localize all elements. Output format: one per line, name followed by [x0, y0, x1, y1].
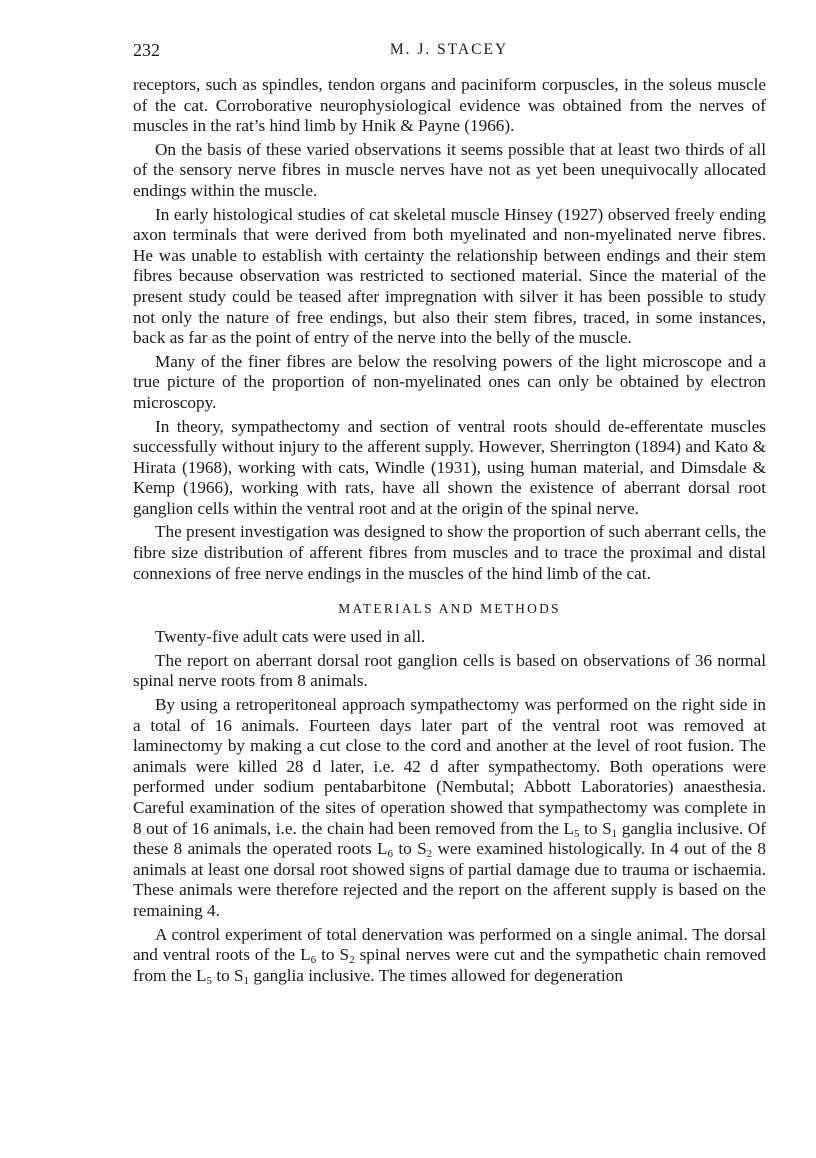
- page-header: [133, 40, 765, 66]
- paragraph: The present investigation was designed to show the proportion of such aberrant cells, the fibre size distribution of afferent fibres from muscles and to trace the proximal and distal connexions of free nerve endings in the muscles of the hind limb of the cat.: [133, 522, 766, 583]
- subscript: 6: [310, 954, 317, 967]
- text-run: to S: [316, 945, 350, 965]
- text-run: By using a retroperitoneal approach sympathectomy was performed on the right side in a total of 16 animals. Fourteen days later part of the ventral root was removed at laminectomy by making a cut close to the cord and another at the level of root fusion. The animals were killed 28 d later, i.e. 42 d after sympathectomy. Both operations were performed under sodium pentabarbitone (Nembutal; Abbott Laboratories) anaesthesia. Careful examination of the sites of operation showed that sympathectomy was complete in 8 out of 16 animals, i.e. the chain had been removed from the L: [133, 695, 766, 838]
- paragraph: In early histological studies of cat skeletal muscle Hinsey (1927) observed freely ending axon terminals that were derived from both myelinated and non-myelinated nerve fibres. He was unable to establish with certainty the relationship between endings and their stem fibres because observation was restricted to sectioned material. Since the material of the present study could be teased after impregnation with silver it has been possible to study not only the nature of free endings, but also their stem fibres, traced, in some instances, back as far as the point of entry of the nerve into the belly of the muscle.: [133, 204, 766, 348]
- section-heading: MATERIALS AND METHODS: [338, 601, 561, 617]
- paragraph: On the basis of these varied observations it seems possible that at least two thirds of all of the sensory nerve fibres in muscle nerves have not as yet been unequivocally allocated endings within the muscle.: [133, 139, 766, 200]
- paragraph: In theory, sympathectomy and section of ventral roots should de-efferentate muscles successfully without injury to the afferent supply. However, Sherrington (1894) and Kato & Hirata (1968), working with cats, Windle (1931), using human material, and Dimsdale & Kemp (1966), working with rats, have all shown the existence of aberrant dorsal root ganglion cells within the ventral root and at the origin of the spinal nerve.: [133, 416, 766, 518]
- paragraph: [133, 695, 766, 922]
- subscript: 1: [611, 827, 618, 840]
- text-run: A control experiment of total denervation was performed on a single animal. The dorsal and ventral roots of the L: [133, 924, 766, 965]
- subscript: 5: [574, 827, 580, 840]
- subscript: 2: [426, 848, 433, 861]
- text-run: ganglia inclusive. Of these 8 animals the operated roots L: [133, 818, 767, 859]
- paragraph: receptors, such as spindles, tendon organs and paciniform corpuscles, in the soleus muscle of the cat. Corroborative neurophysiological evidence was obtained from the nerves of muscles in the rat’s hind limb by Hnik & Payne (1966).: [133, 75, 766, 136]
- text-run: ganglia inclusive. The times allowed for degeneration: [249, 965, 623, 985]
- paragraph: Many of the finer fibres are below the resolving powers of the light microscope and a true picture of the proportion of non-myelinated ones can only be obtained by electron microscopy.: [133, 351, 766, 412]
- subscript: 5: [206, 974, 213, 987]
- running-head: M. J. STACEY: [389, 41, 509, 58]
- subscript: 2: [349, 954, 355, 967]
- paragraph: [133, 925, 766, 987]
- text-run: to S: [212, 965, 244, 985]
- text-run: to S: [579, 818, 612, 838]
- text-run: spinal nerves were cut and the sympathetic chain removed from the L: [133, 945, 766, 985]
- paragraph: Twenty-five adult cats were used in all.: [155, 627, 426, 647]
- paragraph: The report on aberrant dorsal root ganglion cells is based on observations of 36 normal spinal nerve roots from 8 animals.: [133, 650, 766, 691]
- text-run: were examined histologically. In 4 out of the 8 animals at least one dorsal root showed signs of partial damage due to trauma or ischaemia. These animals were therefore rejected and the report on the afferent supply is based on the remaining 4.: [133, 839, 766, 920]
- subscript: 6: [387, 848, 393, 861]
- page-number: 232: [133, 40, 160, 60]
- subscript: 1: [243, 974, 250, 987]
- text-run: to S: [393, 839, 427, 859]
- body-text: [133, 75, 766, 986]
